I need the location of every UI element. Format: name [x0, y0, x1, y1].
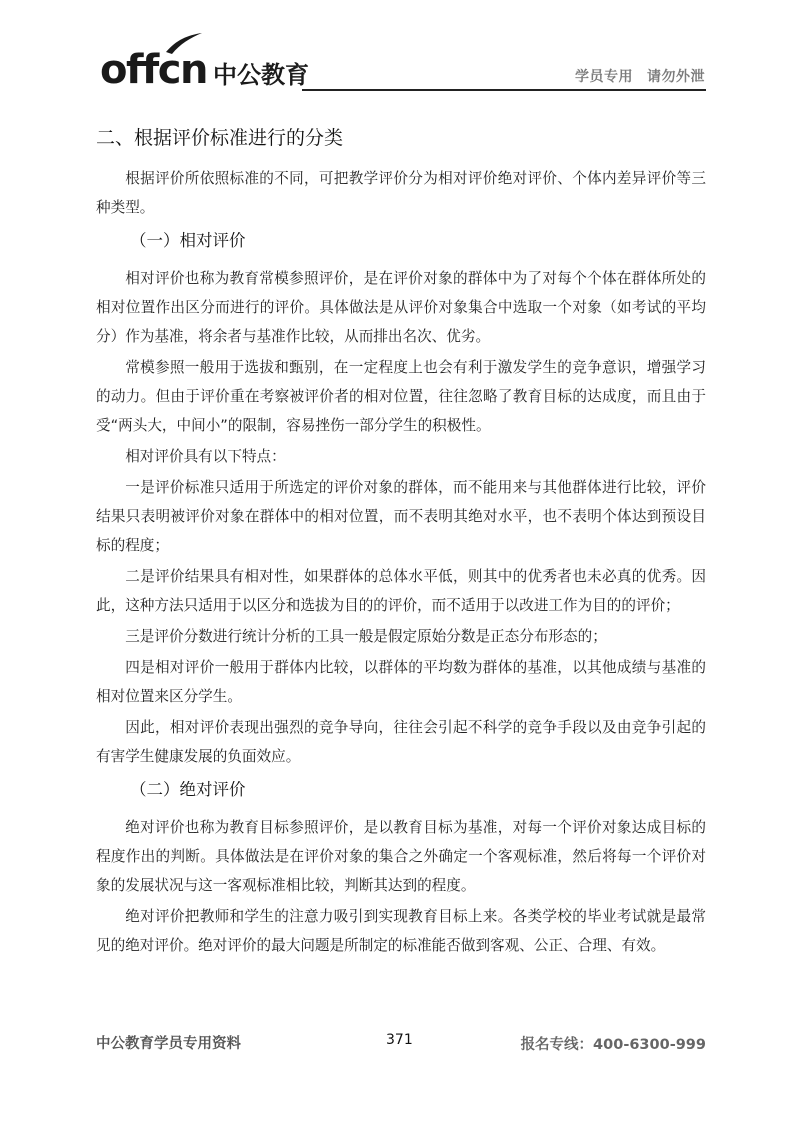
paragraph: 因此，相对评价表现出强烈的竞争导向，往往会引起不科学的竞争手段以及由竞争引起的有害学生健康发展的负面效应。: [96, 719, 706, 765]
section-title: 二、根据评价标准进行的分类: [96, 127, 344, 149]
paragraph: 三是评价分数进行统计分析的工具一般是假定原始分数是正态分布形态的；: [125, 628, 607, 645]
paragraph: 相对评价也称为教育常模参照评价，是在评价对象的群体中为了对每个个体在群体所处的相对位置作出区分而进行的评价。具体做法是从评价对象集合中选取一个对象（如考试的平均分）作为基准，将余者与基准作比较，从而排出名次、优劣。: [96, 270, 706, 345]
subsection-title-absolute: （二）绝对评价: [130, 780, 246, 799]
page-body: [96, 124, 706, 962]
page-number: 371: [386, 1032, 413, 1048]
paragraph: 相对评价具有以下特点：: [125, 448, 286, 465]
footer-hotline: 报名专线：400-6300-999: [520, 1037, 706, 1053]
paragraph: 常模参照一般用于选拔和甄别，在一定程度上也会有利于激发学生的竞争意识，增强学习的动力。但由于评价重在考察被评价者的相对位置，往往忽略了教育目标的达成度，而且由于受“两头大，中间小”的限制，容易挫伤一部分学生的积极性。: [96, 359, 706, 434]
subsection-title-relative: （一）相对评价: [130, 231, 246, 250]
paragraph: 绝对评价把教师和学生的注意力吸引到实现教育目标上来。各类学校的毕业考试就是最常见的绝对评价。绝对评价的最大问题是所制定的标准能否做到客观、公正、合理、有效。: [96, 908, 706, 954]
header-note-right: 请勿外泄: [647, 69, 705, 85]
header-note-left: 学员专用: [575, 69, 633, 85]
page-header: [0, 0, 800, 100]
offcn-logo: [100, 40, 309, 93]
header-divider: [302, 89, 706, 91]
paragraph: 二是评价结果具有相对性，如果群体的总体水平低，则其中的优秀者也未必真的优秀。因此，这种方法只适用于以区分和选拔为目的的评价，而不适用于以改进工作为目的的评价；: [96, 568, 706, 614]
footer-left-text: 中公教育学员专用资料: [96, 1036, 241, 1052]
paragraph: 一是评价标准只适用于所选定的评价对象的群体，而不能用来与其他群体进行比较，评价结果只表明被评价对象在群体中的相对位置，而不表明其绝对水平，也不表明个体达到预设目标的程度；: [96, 479, 706, 554]
header-note: [575, 66, 705, 86]
logo-cn-text: 中公教育: [212, 61, 309, 89]
paragraph: 绝对评价也称为教育目标参照评价，是以教育目标为基准，对每一个评价对象达成目标的程度作出的判断。具体做法是在评价对象的集合之外确定一个客观标准，然后将每一个评价对象的发展状况与这一客观标准相比较，判断其达到的程度。: [96, 819, 706, 894]
page-footer: [0, 1030, 800, 1060]
logo-latin-text: offcn: [100, 47, 207, 93]
paragraph: 四是相对评价一般用于群体内比较，以群体的平均数为群体的基准，以其他成绩与基准的相对位置来区分学生。: [96, 659, 706, 705]
intro-paragraph: 根据评价所依照标准的不同，可把教学评价分为相对评价绝对评价、个体内差异评价等三种类型。: [96, 170, 706, 216]
logo-swoosh-icon: [164, 32, 204, 56]
